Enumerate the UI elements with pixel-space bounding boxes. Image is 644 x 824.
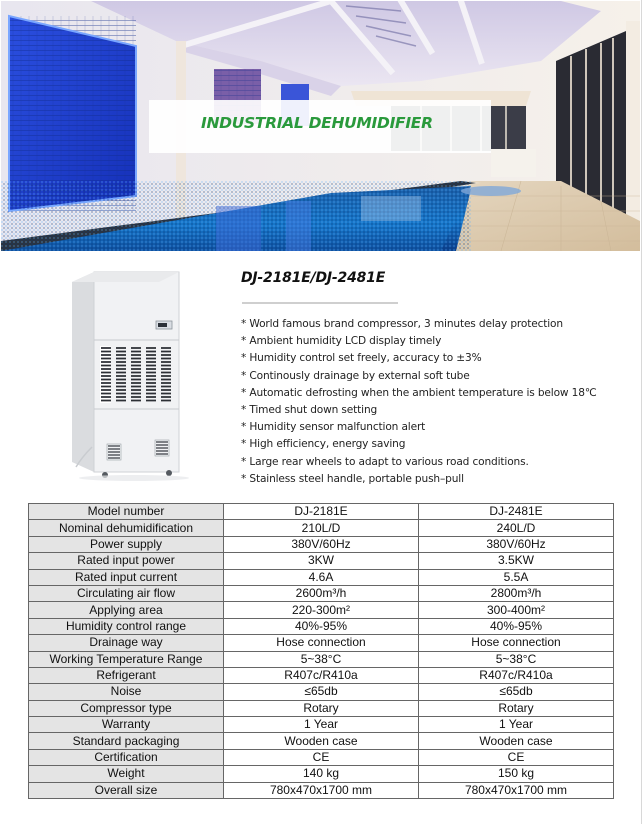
feature-list (241, 316, 597, 488)
banner-title: INDUSTRIAL DEHUMIDIFIER (201, 114, 433, 132)
spec-value-dj2181e: 5~38°C (224, 651, 419, 667)
spec-value-dj2481e: ≤65db (419, 684, 614, 700)
feature-item: * Ambient humidity LCD display timely (241, 335, 442, 348)
spec-value-dj2181e: 4.6A (224, 569, 419, 585)
spec-label: Overall size (29, 782, 224, 798)
table-row (29, 684, 614, 700)
spec-label: Circulating air flow (29, 585, 224, 601)
spec-value-dj2481e: 2800m³/h (419, 585, 614, 601)
spec-value-dj2181e: Wooden case (224, 733, 419, 749)
table-row (29, 635, 614, 651)
spec-value-dj2481e: R407c/R410a (419, 667, 614, 683)
spec-value-dj2481e: 1 Year (419, 717, 614, 733)
spec-label: Standard packaging (29, 733, 224, 749)
spec-value-dj2181e: 40%-95% (224, 618, 419, 634)
feature-item: * Automatic defrosting when the ambient temperature is below 18℃ (241, 386, 597, 399)
table-row (29, 717, 614, 733)
table-row (29, 536, 614, 552)
table-row (29, 651, 614, 667)
feature-item: * Stainless steel handle, portable push–pull (241, 472, 464, 485)
spec-value-dj2181e: DJ-2181E (224, 504, 419, 520)
spec-table (28, 503, 614, 799)
feature-item: * Humidity sensor malfunction alert (241, 421, 426, 434)
spec-label: Power supply (29, 536, 224, 552)
model-heading: DJ-2181E/DJ-2481E (241, 270, 386, 286)
spec-value-dj2481e: Rotary (419, 700, 614, 716)
spec-value-dj2181e: 210L/D (224, 520, 419, 536)
table-row (29, 733, 614, 749)
feature-item: * Timed shut down setting (241, 403, 378, 416)
spec-label: Model number (29, 504, 224, 520)
spec-value-dj2481e: Wooden case (419, 733, 614, 749)
feature-item: * Humidity control set freely, accuracy to ±3% (241, 352, 482, 365)
feature-item: * Large rear wheels to adapt to various road conditions. (241, 455, 529, 468)
heading-divider (242, 302, 398, 304)
spec-value-dj2181e: Hose connection (224, 635, 419, 651)
feature-item: * World famous brand compressor, 3 minutes delay protection (241, 318, 563, 330)
spec-label: Drainage way (29, 635, 224, 651)
spec-value-dj2481e: 5.5A (419, 569, 614, 585)
spec-value-dj2181e: 3KW (224, 553, 419, 569)
spec-value-dj2181e: R407c/R410a (224, 667, 419, 683)
spec-value-dj2481e: 380V/60Hz (419, 536, 614, 552)
spec-value-dj2481e: Hose connection (419, 635, 614, 651)
spec-value-dj2481e: 300-400m² (419, 602, 614, 618)
spec-label: Weight (29, 766, 224, 782)
spec-label: Humidity control range (29, 618, 224, 634)
spec-label: Refrigerant (29, 667, 224, 683)
spec-label: Nominal dehumidification (29, 520, 224, 536)
spec-value-dj2181e: 1 Year (224, 717, 419, 733)
table-row (29, 504, 614, 520)
table-row (29, 569, 614, 585)
spec-value-dj2181e: Rotary (224, 700, 419, 716)
spec-label: Warranty (29, 717, 224, 733)
spec-value-dj2481e: 780x470x1700 mm (419, 782, 614, 798)
spec-value-dj2481e: 5~38°C (419, 651, 614, 667)
spec-value-dj2181e: CE (224, 749, 419, 765)
product-photo (62, 262, 202, 482)
spec-value-dj2481e: 40%-95% (419, 618, 614, 634)
table-row (29, 585, 614, 601)
table-row (29, 602, 614, 618)
feature-item: * High efficiency, energy saving (241, 438, 406, 451)
spec-value-dj2481e: 3.5KW (419, 553, 614, 569)
spec-label: Rated input power (29, 553, 224, 569)
spec-value-dj2181e: 2600m³/h (224, 585, 419, 601)
table-row (29, 782, 614, 798)
spec-value-dj2181e: 780x470x1700 mm (224, 782, 419, 798)
table-row (29, 553, 614, 569)
spec-label: Compressor type (29, 700, 224, 716)
feature-item: * Continously drainage by external soft tube (241, 369, 470, 382)
spec-value-dj2481e: DJ-2481E (419, 504, 614, 520)
dehumidifier-unit-illustration (62, 262, 202, 482)
spec-label: Certification (29, 749, 224, 765)
table-row (29, 618, 614, 634)
table-row (29, 520, 614, 536)
spec-value-dj2181e: ≤65db (224, 684, 419, 700)
spec-value-dj2481e: CE (419, 749, 614, 765)
spec-value-dj2481e: 240L/D (419, 520, 614, 536)
spec-value-dj2181e: 220-300m² (224, 602, 419, 618)
table-row (29, 700, 614, 716)
spec-label: Rated input current (29, 569, 224, 585)
spec-value-dj2181e: 380V/60Hz (224, 536, 419, 552)
spec-value-dj2181e: 140 kg (224, 766, 419, 782)
spec-label: Working Temperature Range (29, 651, 224, 667)
table-row (29, 766, 614, 782)
table-row (29, 667, 614, 683)
spec-value-dj2481e: 150 kg (419, 766, 614, 782)
spec-label: Noise (29, 684, 224, 700)
spec-label: Applying area (29, 602, 224, 618)
table-row (29, 749, 614, 765)
